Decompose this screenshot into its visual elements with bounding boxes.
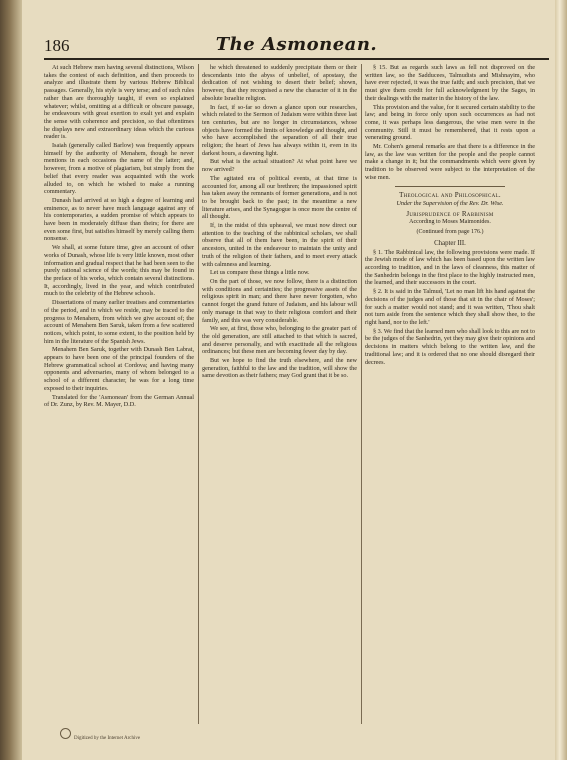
section-subtitle: Under the Supervision of the Rev. Dr. Wise. <box>396 199 504 207</box>
paragraph: The agitated era of political events, at that time is accounted for, among all our brethren; the impassioned spirit has taken away the remnants of former generations, and is not to be brought back to the past; in the meantime a new literature arises, and the Synagogue is once more the centre of all thought. <box>202 174 357 221</box>
page-header <box>44 36 549 60</box>
article-byline: According to Moses Maimonides. <box>409 219 491 226</box>
paragraph: § 2. It is said in the Talmud, 'Let no man lift his hand against the decisions of the judges and of those that sit in the chair of Moses'; for such a matter would not stand; and it was written, 'Thou shalt not turn aside from the sentence which they shall show thee, to the right hand, nor to the left.' <box>365 288 535 326</box>
paragraph: At such Hebrew men having several distinctions, Wilson takes the contest of each definition, and then proceeds to analyze and illustrate them by various Hebrew Biblical passages. Generally, his style is very terse; and of such rules rather than are thoroughly taught, if even so explained whatever; whilst, omitting at a difficult or obscure passage, he endeavours with great exertion to exalt yet and explain the sense with coherence and precision, so that oftentimes he displays new and extraordinary ideas which the curious reader is. <box>44 64 194 141</box>
section-divider <box>395 186 505 187</box>
paragraph: We see, at first, those who, belonging to the greater part of the old generation, are still attached to that which is sacred, and deserve personally, and with exactitude all the religious ordinances; but these men are becoming fewer day by day. <box>202 325 357 356</box>
article-note: (Continued from page 176.) <box>416 228 484 235</box>
paragraph: In fact, if so-far so down a glance upon our researches, which related to the Sermon of Judaism were within three last ten centuries, but are no longer in circumstances, whose objects have formed the limits of knowledge and thought, and who have accomplished the separation of all their true religion; the heart of Jews has always within it, even in its darkest hours, a dawning light. <box>202 103 357 157</box>
column-rule-2 <box>361 64 362 724</box>
page-number: 186 <box>44 36 70 55</box>
paragraph: Dunash had arrived at so high a degree of learning and eminence, as to never have much language against any of his contemporaries, a sudden promise of which appears to have been in moderately diffuse than theirs; for there are even some first, but satisfies himself by merely calling them nonsense. <box>44 196 194 243</box>
section-title: Theological and Philosophical. <box>399 190 501 199</box>
paragraph: If, in the midst of this upheaval, we must now direct our attention to the teaching of the rabbinical scholars, we shall observe that all of them have been, in the spirit of their ancestors, united in the endeavour to maintain the unity and truth of the religion of their fathers, and to meet every attack with calmness and learning. <box>202 222 357 268</box>
text-column-1 <box>44 64 194 724</box>
journal-title: The Asmonean. <box>215 34 378 55</box>
paragraph: Mr. Cohen's general remarks are that there is a difference in the law, as the law was written for the people and the people cannot make a change in it; but the commandments which were given by tradition to be observed were subject to the interpretation of the wise men. <box>365 143 535 181</box>
paragraph: Isaiah (generally called Barlow) was frequently appears himself by the authority of Menahem, though he never mentions in each occasions the name of the latter; and, however, from a motive of plagiarism, but simply from the belief that every reader was acquainted with the work alluded to, on which he wished to make a running commentary. <box>44 142 194 196</box>
paragraph: We shall, at some future time, give an account of other works of Dunash, whose life is very little known, most other information and gradual respect that he had been seen to the purely rational science of the words; this may be found in the preface of his works, which contain several distinctions. It, accordingly, lived in the year, and which contributed much to the celebrity of the Hebrew schools. <box>44 244 194 298</box>
footer-note: Digitized by the Internet Archive <box>74 736 141 741</box>
article-title: Jurisprudence of Rabbinism <box>406 210 494 219</box>
text-column-3 <box>365 64 535 724</box>
paragraph: § 1. The Rabbinical law, the following provisions were made. If the Jewish mode of law which has been based upon the written law according to tradition, and in the laws of cleanness, this matter of the Sanhedrin belongs in the first place to the highly instructed men, the learned, and their successors in the court. <box>365 248 535 287</box>
paragraph: This provision and the value, for it secured certain stability to the law; and being in force only upon such occurrences as had not come, it was perhaps less dangerous, the wise men were in the community. Still it must be remembered, that it rests upon a venerating ground. <box>365 103 535 142</box>
paragraph: Let us compare these things a little now. <box>210 269 310 277</box>
paragraph: On the part of those, we now follow, there is a distinction with conditions and certainties; the progressive assets of the religious spirit in man; and there have never forgotten, who cannot forget the grand future of Judaism, and his labour will only manage in that way to their religious comfort and their family, and this was very considerable. <box>202 277 357 324</box>
archive-stamp <box>60 728 71 739</box>
paragraph: he which threatened to suddenly precipitate them or their descendants into the abyss of unbelief, of apostasy, the dedication of not wishing to desert their belief; shown, however, that they recognised a new the character of it in the absolute Israelite religion. <box>202 64 357 102</box>
page-edge <box>555 0 567 760</box>
chapter-heading: Chapter III. <box>434 239 466 247</box>
text-column-2 <box>202 64 357 724</box>
paragraph: Menahem Ben Saruk, together with Dunash Ben Labrat, appears to have been one of the principal founders of the Hebrew grammatical school at Cordova; and having many opponents and adversaries, many of whom belonged to a school of a different character, he was for a long time exposed to their inquiries. <box>44 346 194 392</box>
paragraph: § 15. But as regards such laws as fell not disproved on the written law, so the Sadducees, Talmudists and Mishnayim, who have ever rejected, it was the true faith; and such precision, that we must give them credit for full acknowledgment by the Sages, in their dealings with the matter in the history of the law. <box>365 64 535 102</box>
paragraph: But we hope to find the truth elsewhere, and the new generation, faithful to the law and the tradition, will show the same devotion as their fathers; may God grant that it be so. <box>202 357 357 380</box>
book-gutter-shadow <box>0 0 22 760</box>
paragraph: Dissertations of many earlier treatises and commentaries of the period, and in which we reside, may be traced to the progress to Menahem, from which we give account of; the account of Menahem Ben Saruk, taken from a few scattered notices, which point, to some extent, to the position held by him in the literature of the Spanish Jews. <box>44 299 194 345</box>
column-rule-1 <box>198 64 199 724</box>
paragraph: Translated for the 'Asmonean' from the German Annual of Dr. Zunz, by Rev. M. Mayer, D.D. <box>44 393 194 409</box>
paragraph: § 3. We find that the learned men who shall look to this are not to be the judges of the Sanhedrin, yet they may give their opinions and decisions in matters which belong to the written law, and the traditional law; and it is ordered that no one should disregard their decrees. <box>365 327 535 366</box>
paragraph: But what is the actual situation? At what point have we now arrived? <box>202 158 357 174</box>
